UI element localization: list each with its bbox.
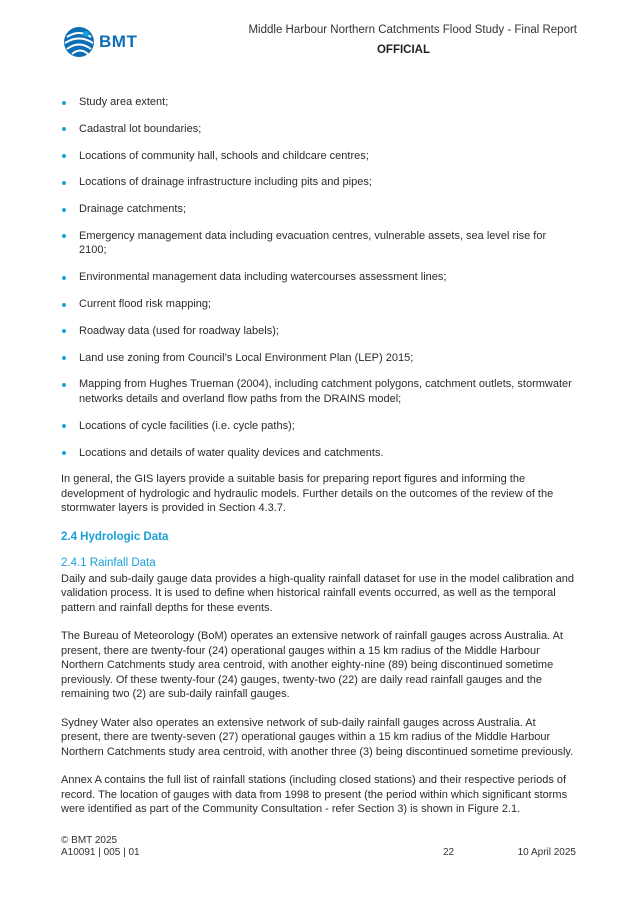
page-content — [61, 95, 576, 831]
list-item: Emergency management data including evacuation centres, vulnerable assets, sea level rise for 2100; — [61, 229, 576, 258]
list-item: Locations of community hall, schools and childcare centres; — [61, 149, 576, 164]
footer-copyright: © BMT 2025 — [61, 835, 118, 846]
footer-doc-ref: A10091 | 005 | 01 — [61, 847, 140, 858]
list-item: Land use zoning from Council’s Local Environment Plan (LEP) 2015; — [61, 351, 576, 366]
bmt-globe-icon — [62, 25, 96, 59]
body-paragraph: The Bureau of Meteorology (BoM) operates an extensive network of rainfall gauges across Australia. At present, there are twenty-four (24) operational gauges within a 15 km radius of the Middle Harbour Northern Catchments study area centroid, with another eighty-nine (89) being discontinued sometime previously. Of these twenty-four (24) gauges, twenty-two (22) are daily read rainfall gauges and the remaining two (2) are sub-daily rainfall gauges. — [61, 630, 563, 701]
bullet-icon — [62, 127, 66, 131]
list-item: Current flood risk mapping; — [61, 297, 576, 312]
body-paragraph: Daily and sub-daily gauge data provides a high-quality rainfall dataset for use in the model calibration and validation process. It is used to define when historical rainfall events occurred, as well as the temporal pattern and rainfall depths for these events. — [61, 572, 575, 614]
classification-label: OFFICIAL — [376, 44, 430, 56]
list-item: Environmental management data including watercourses assessment lines; — [61, 270, 576, 285]
subsection-heading: 2.4.1 Rainfall Data — [61, 557, 156, 570]
bullet-icon — [62, 303, 66, 307]
bullet-icon — [62, 383, 66, 387]
bullet-icon — [62, 451, 66, 455]
bullet-icon — [62, 101, 66, 105]
list-item: Drainage catchments; — [61, 202, 576, 217]
bullet-icon — [62, 181, 66, 185]
footer-date: 10 April 2025 — [517, 847, 576, 858]
body-paragraph: Annex A contains the full list of rainfall stations (including closed stations) and their respective periods of record. The location of gauges with data from 1998 to present (the period within which significant storms were identified as part of the Community Consultation - refer Section 3) is shown in Figure 2.1. — [61, 774, 568, 816]
intro-paragraph: In general, the GIS layers provide a suitable basis for preparing report figures and informing the development of hydrologic and hydraulic models. Further details on the outcomes of the review of the stormwater layers is provided in Section 4.3.7. — [61, 473, 554, 515]
report-title: Middle Harbour Northern Catchments Flood Study - Final Report — [248, 24, 577, 36]
list-item: Locations of cycle facilities (i.e. cycle paths); — [61, 419, 576, 434]
bmt-logo — [62, 22, 172, 62]
bullet-icon — [62, 276, 66, 280]
bullet-icon — [62, 208, 66, 212]
section-heading: 2.4 Hydrologic Data — [61, 530, 169, 543]
bullet-icon — [62, 154, 66, 158]
logo-wordmark: BMT — [99, 32, 138, 51]
list-item: Mapping from Hughes Trueman (2004), including catchment polygons, catchment outlets, stormwater networks details and overland flow paths from the DRAINS model; — [61, 377, 576, 406]
bullet-icon — [62, 234, 66, 238]
gis-layers-list — [61, 95, 576, 460]
list-item: Study area extent; — [61, 95, 576, 110]
bullet-icon — [62, 356, 66, 360]
body-paragraph: Sydney Water also operates an extensive network of sub-daily rainfall gauges across Australia. At present, there are twenty-seven (27) operational gauges within a 15 km radius of the Middle Harbour Northern Catchments study area centroid, with another three (3) being discontinued sometime previously. — [61, 716, 574, 758]
page-number: 22 — [443, 847, 455, 858]
list-item: Cadastral lot boundaries; — [61, 122, 576, 137]
list-item: Locations and details of water quality devices and catchments. — [61, 446, 576, 461]
bullet-icon — [62, 329, 66, 333]
list-item: Locations of drainage infrastructure including pits and pipes; — [61, 175, 576, 190]
bullet-icon — [62, 424, 66, 428]
footer-left — [61, 835, 140, 859]
list-item: Roadway data (used for roadway labels); — [61, 324, 576, 339]
